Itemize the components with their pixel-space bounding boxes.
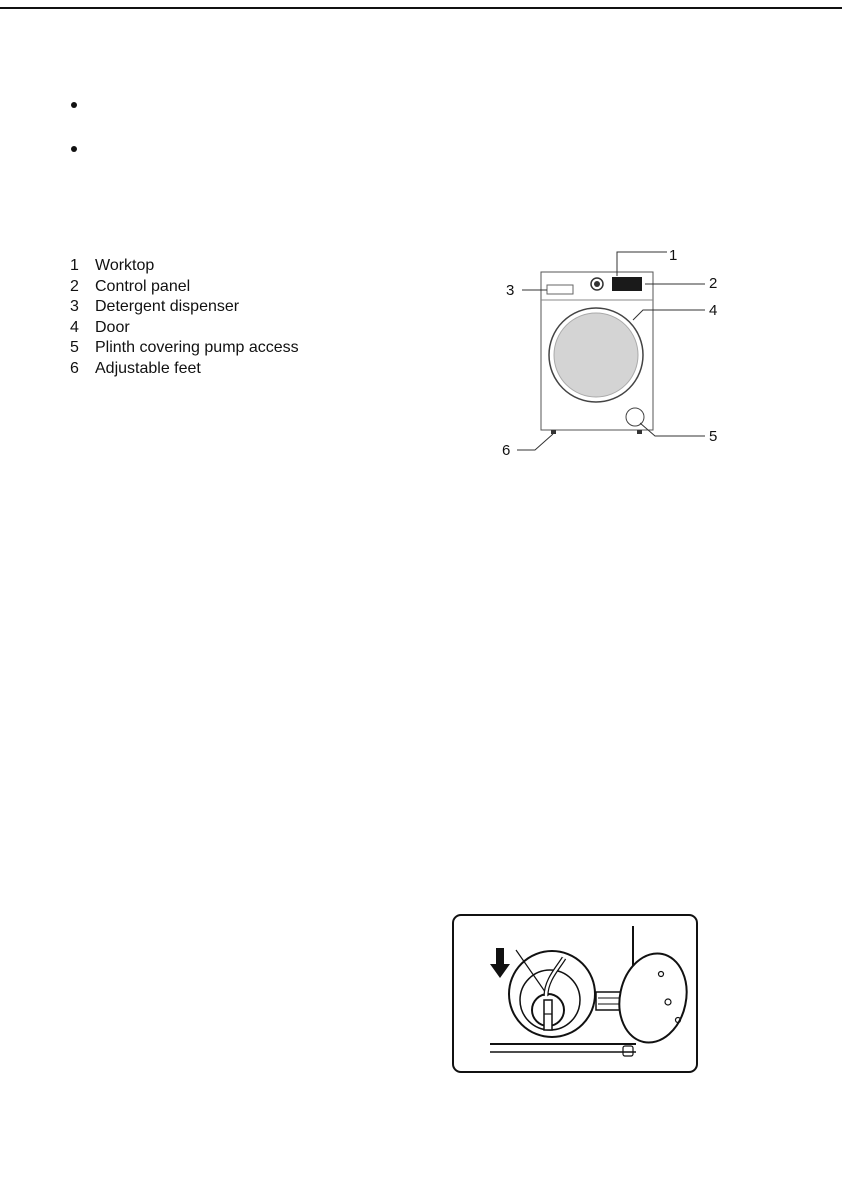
part-label: Adjustable feet — [95, 359, 201, 377]
callout-line-6 — [517, 434, 553, 450]
parts-list-item — [70, 256, 299, 277]
program-knob-center — [594, 281, 600, 287]
parts-list — [70, 256, 299, 379]
part-label: Door — [95, 318, 130, 336]
part-number: 6 — [70, 359, 79, 377]
detergent-dispenser-shape — [547, 285, 573, 294]
part-label: Control panel — [95, 277, 191, 295]
callout-number-4: 4 — [709, 302, 718, 319]
part-number: 4 — [70, 318, 79, 336]
bullet-point-2 — [71, 146, 77, 152]
part-number: 2 — [70, 277, 79, 295]
part-number: 3 — [70, 298, 79, 315]
cover-hinge — [596, 992, 622, 1010]
parts-list-item — [70, 277, 299, 298]
callout-line-4 — [633, 310, 705, 320]
door-glass — [554, 313, 638, 397]
washing-machine-diagram — [495, 240, 735, 465]
part-label: Worktop — [95, 257, 155, 274]
pump-filter-diagram — [448, 910, 702, 1078]
callout-number-6: 6 — [502, 442, 511, 459]
callout-number-3: 3 — [506, 282, 515, 299]
plinth-hinge — [623, 1046, 633, 1056]
callout-number-1: 1 — [669, 247, 678, 264]
callout-number-2: 2 — [709, 275, 718, 292]
plinth-cover-open — [611, 947, 694, 1049]
plinth-cover-shape — [626, 408, 644, 426]
parts-list-item — [70, 297, 299, 318]
header-rule — [0, 7, 842, 9]
adjustable-foot-right — [637, 430, 642, 434]
adjustable-foot-left — [551, 430, 556, 434]
part-number: 1 — [70, 257, 79, 274]
part-label: Plinth covering pump access — [95, 339, 299, 356]
part-label: Detergent dispenser — [95, 298, 240, 315]
arrow-down-icon — [490, 948, 510, 978]
part-number: 5 — [70, 339, 79, 356]
bullet-point-1 — [71, 102, 77, 108]
display-panel-shape — [612, 277, 642, 291]
callout-number-5: 5 — [709, 428, 718, 445]
parts-list-item — [70, 359, 299, 380]
parts-list-item — [70, 338, 299, 359]
filter-handle — [544, 1000, 552, 1030]
parts-list-item — [70, 318, 299, 339]
